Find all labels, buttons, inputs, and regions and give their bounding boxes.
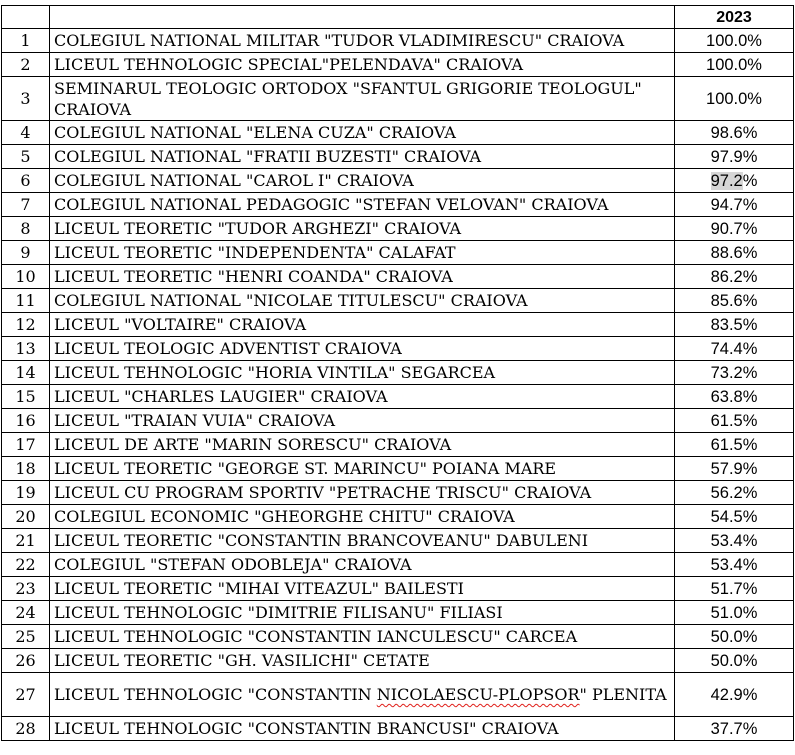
pass-rate-cell[interactable]: 51.0%	[675, 601, 794, 625]
table-row	[2, 409, 794, 433]
pass-rate-cell[interactable]: 56.2%	[675, 481, 794, 505]
school-name-cell[interactable]: LICEUL "CHARLES LAUGIER" CRAIOVA	[50, 385, 675, 409]
pass-rate-cell[interactable]: 94.7%	[675, 193, 794, 217]
school-name-cell[interactable]: LICEUL TEHNOLOGIC "DIMITRIE FILISANU" FILIASI	[50, 601, 675, 625]
rank-cell[interactable]: 21	[2, 529, 50, 553]
school-name-cell[interactable]: LICEUL TEORETIC "CONSTANTIN BRANCOVEANU" DABULENI	[50, 529, 675, 553]
rank-cell[interactable]: 6	[2, 169, 50, 193]
pass-rate-cell[interactable]: 100.0%	[675, 29, 794, 53]
pass-rate-cell[interactable]: 73.2%	[675, 361, 794, 385]
rank-cell[interactable]: 5	[2, 145, 50, 169]
rank-cell[interactable]: 13	[2, 337, 50, 361]
pass-rate-cell[interactable]: 83.5%	[675, 313, 794, 337]
table-row	[2, 601, 794, 625]
rank-cell[interactable]: 25	[2, 625, 50, 649]
school-name-cell[interactable]: LICEUL "VOLTAIRE" CRAIOVA	[50, 313, 675, 337]
pass-rate-cell[interactable]: 100.0%	[675, 77, 794, 121]
pass-rate-cell[interactable]: 54.5%	[675, 505, 794, 529]
school-name-cell[interactable]: SEMINARUL TEOLOGIC ORTODOX "SFANTUL GRIGORIE TEOLOGUL" CRAIOVA	[50, 77, 675, 121]
school-name-cell[interactable]: COLEGIUL NATIONAL "NICOLAE TITULESCU" CRAIOVA	[50, 289, 675, 313]
pass-rate-cell[interactable]: 57.9%	[675, 457, 794, 481]
rank-cell[interactable]: 4	[2, 121, 50, 145]
pass-rate-cell[interactable]: 63.8%	[675, 385, 794, 409]
pass-rate-cell[interactable]: 97.9%	[675, 145, 794, 169]
table-row	[2, 145, 794, 169]
rank-cell[interactable]: 16	[2, 409, 50, 433]
table-row	[2, 29, 794, 53]
header-rank-cell[interactable]	[2, 6, 50, 29]
rank-cell[interactable]: 15	[2, 385, 50, 409]
school-name-text: LICEUL TEHNOLOGIC "CONSTANTIN	[54, 685, 377, 704]
pass-rate-cell[interactable]: 90.7%	[675, 217, 794, 241]
school-name-cell[interactable]: COLEGIUL ECONOMIC "GHEORGHE CHITU" CRAIOVA	[50, 505, 675, 529]
table-row	[2, 313, 794, 337]
table-row	[2, 289, 794, 313]
rank-cell[interactable]: 11	[2, 289, 50, 313]
school-name-cell[interactable]: LICEUL CU PROGRAM SPORTIV "PETRACHE TRISCU" CRAIOVA	[50, 481, 675, 505]
pass-rate-cell[interactable]: 50.0%	[675, 625, 794, 649]
table-row	[2, 77, 794, 121]
rank-cell[interactable]: 17	[2, 433, 50, 457]
table-row	[2, 217, 794, 241]
pass-rate-cell[interactable]: 37.7%	[675, 717, 794, 741]
pass-rate-cell[interactable]: 50.0%	[675, 649, 794, 673]
table-row	[2, 673, 794, 717]
rank-cell[interactable]: 26	[2, 649, 50, 673]
school-name-cell[interactable]: LICEUL TEORETIC "HENRI COANDA" CRAIOVA	[50, 265, 675, 289]
rank-cell[interactable]: 18	[2, 457, 50, 481]
rank-cell[interactable]: 28	[2, 717, 50, 741]
pass-rate-cell[interactable]: 42.9%	[675, 673, 794, 717]
pass-rate-cell[interactable]: 53.4%	[675, 529, 794, 553]
school-name-cell[interactable]: COLEGIUL "STEFAN ODOBLEJA" CRAIOVA	[50, 553, 675, 577]
school-name-cell[interactable]: COLEGIUL NATIONAL "CAROL I" CRAIOVA	[50, 169, 675, 193]
header-year-cell[interactable]: 2023	[675, 6, 794, 29]
school-name-cell[interactable]: LICEUL TEHNOLOGIC "CONSTANTIN BRANCUSI" CRAIOVA	[50, 717, 675, 741]
pass-rate-cell[interactable]: 61.5%	[675, 433, 794, 457]
pass-rate-cell[interactable]: 74.4%	[675, 337, 794, 361]
percent-sign: %	[742, 171, 758, 190]
table-row	[2, 481, 794, 505]
pass-rate-cell[interactable]: 100.0%	[675, 53, 794, 77]
table-row	[2, 121, 794, 145]
pass-rate-cell[interactable]: 61.5%	[675, 409, 794, 433]
header-row	[2, 6, 794, 29]
rank-cell[interactable]: 22	[2, 553, 50, 577]
rank-cell[interactable]: 3	[2, 77, 50, 121]
rank-cell[interactable]: 23	[2, 577, 50, 601]
pass-rate-cell[interactable]	[675, 169, 794, 193]
rank-cell[interactable]: 19	[2, 481, 50, 505]
rank-cell[interactable]: 10	[2, 265, 50, 289]
school-name-cell[interactable]: LICEUL TEHNOLOGIC "HORIA VINTILA" SEGARCEA	[50, 361, 675, 385]
pass-rate-cell[interactable]: 53.4%	[675, 553, 794, 577]
school-name-cell[interactable]: COLEGIUL NATIONAL MILITAR "TUDOR VLADIMIRESCU" CRAIOVA	[50, 29, 675, 53]
rank-cell[interactable]: 14	[2, 361, 50, 385]
school-name-cell[interactable]	[50, 673, 675, 717]
table-row	[2, 717, 794, 741]
table-row	[2, 577, 794, 601]
table-row	[2, 625, 794, 649]
table-row	[2, 53, 794, 77]
rank-cell[interactable]: 9	[2, 241, 50, 265]
school-name-cell[interactable]: LICEUL TEORETIC "TUDOR ARGHEZI" CRAIOVA	[50, 217, 675, 241]
pass-rate-cell[interactable]: 85.6%	[675, 289, 794, 313]
selected-text-highlight: 97.2	[710, 171, 743, 190]
spellcheck-flagged-word: NICOLAESCU-PLOPSOR	[376, 685, 580, 704]
school-name-cell[interactable]: COLEGIUL NATIONAL PEDAGOGIC "STEFAN VELOVAN" CRAIOVA	[50, 193, 675, 217]
table-row	[2, 649, 794, 673]
table-row	[2, 385, 794, 409]
school-name-cell[interactable]: LICEUL TEORETIC "GEORGE ST. MARINCU" POIANA MARE	[50, 457, 675, 481]
table-row	[2, 241, 794, 265]
school-name-cell[interactable]: LICEUL TEORETIC "INDEPENDENTA" CALAFAT	[50, 241, 675, 265]
school-name-cell[interactable]: LICEUL TEOLOGIC ADVENTIST CRAIOVA	[50, 337, 675, 361]
rank-cell[interactable]: 12	[2, 313, 50, 337]
rank-cell[interactable]: 1	[2, 29, 50, 53]
school-name-cell[interactable]: COLEGIUL NATIONAL "FRATII BUZESTI" CRAIOVA	[50, 145, 675, 169]
rank-cell[interactable]: 8	[2, 217, 50, 241]
pass-rate-cell[interactable]: 88.6%	[675, 241, 794, 265]
table-row	[2, 457, 794, 481]
rank-cell[interactable]: 24	[2, 601, 50, 625]
table-row	[2, 529, 794, 553]
rank-cell[interactable]: 2	[2, 53, 50, 77]
rank-cell[interactable]: 7	[2, 193, 50, 217]
school-name-cell[interactable]: LICEUL TEHNOLOGIC "CONSTANTIN IANCULESCU" CARCEA	[50, 625, 675, 649]
school-name-text: " PLENITA	[579, 685, 667, 704]
school-name-cell[interactable]: COLEGIUL NATIONAL "ELENA CUZA" CRAIOVA	[50, 121, 675, 145]
pass-rate-cell[interactable]: 86.2%	[675, 265, 794, 289]
table-row	[2, 553, 794, 577]
school-name-cell[interactable]: LICEUL "TRAIAN VUIA" CRAIOVA	[50, 409, 675, 433]
table-row	[2, 433, 794, 457]
table-row	[2, 193, 794, 217]
rank-cell[interactable]: 27	[2, 673, 50, 717]
pass-rate-cell[interactable]: 98.6%	[675, 121, 794, 145]
school-name-cell[interactable]: LICEUL DE ARTE "MARIN SORESCU" CRAIOVA	[50, 433, 675, 457]
school-name-cell[interactable]: LICEUL TEHNOLOGIC SPECIAL"PELENDAVA" CRAIOVA	[50, 53, 675, 77]
table-row	[2, 361, 794, 385]
results-table	[1, 5, 794, 741]
table-row	[2, 169, 794, 193]
table-row	[2, 337, 794, 361]
pass-rate-cell[interactable]: 51.7%	[675, 577, 794, 601]
rank-cell[interactable]: 20	[2, 505, 50, 529]
school-name-cell[interactable]: LICEUL TEORETIC "GH. VASILICHI" CETATE	[50, 649, 675, 673]
table-row	[2, 265, 794, 289]
table-row	[2, 505, 794, 529]
header-name-cell[interactable]	[50, 6, 675, 29]
school-name-cell[interactable]: LICEUL TEORETIC "MIHAI VITEAZUL" BAILESTI	[50, 577, 675, 601]
